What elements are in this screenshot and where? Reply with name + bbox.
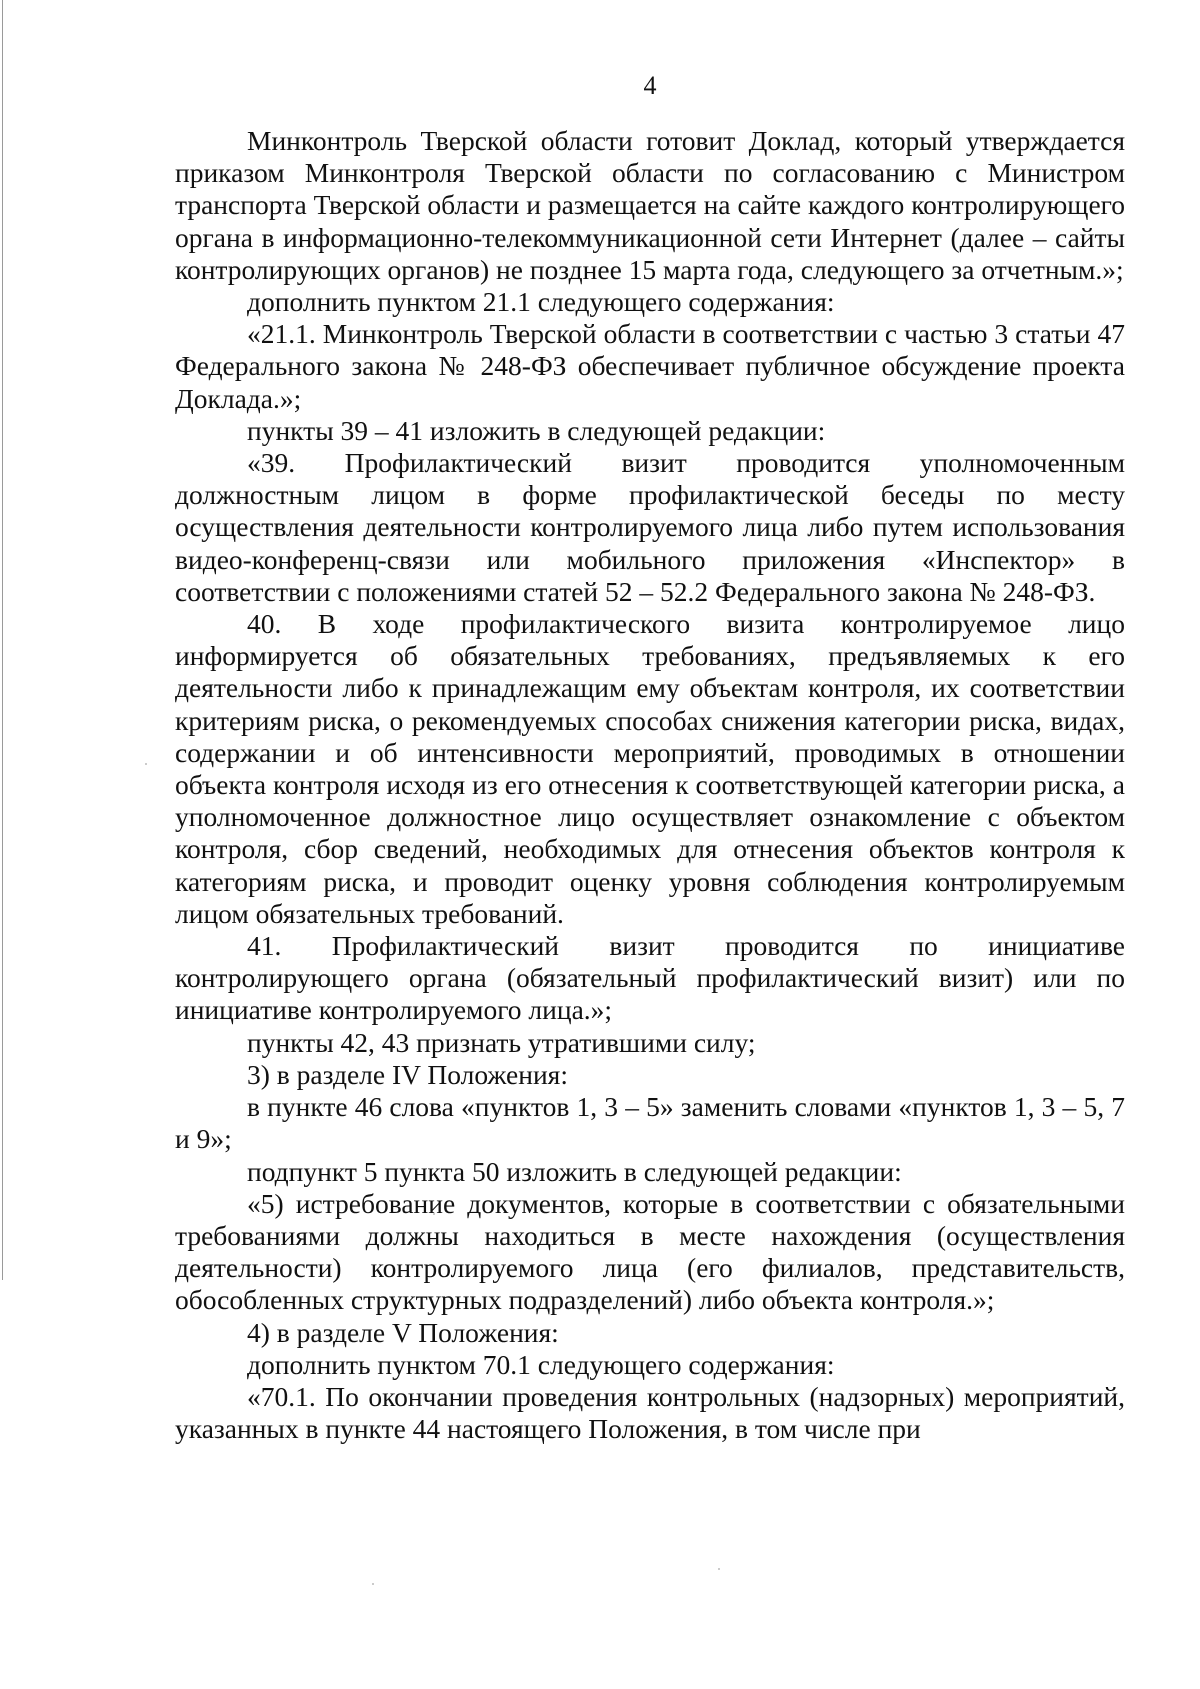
page-number: 4 xyxy=(643,71,657,100)
paragraph: пункты 42, 43 признать утратившими силу; xyxy=(247,1026,756,1058)
paragraph: дополнить пунктом 70.1 следующего содержания: xyxy=(247,1348,835,1380)
paragraph: «70.1. По окончании проведения контрольных (надзорных) мероприятий, указанных в пункте 44 настоящего Положения, в том числе при xyxy=(175,1380,1125,1445)
left-margin-rule xyxy=(2,0,3,1280)
paragraph: 3) в разделе IV Положения: xyxy=(247,1058,568,1090)
paragraph: «21.1. Минконтроль Тверской области в соответствии с частью 3 статьи 47 Федерального закона № 248-ФЗ обеспечивает публичное обсуждение проекта Доклада.»; xyxy=(175,318,1125,414)
paragraph: в пункте 46 слова «пунктов 1, 3 – 5» заменить словами «пунктов 1, 3 – 5, 7 и 9»; xyxy=(175,1091,1125,1155)
scan-speck xyxy=(145,763,147,765)
paragraph: пункты 39 – 41 изложить в следующей редакции: xyxy=(247,414,826,446)
paragraph: Минконтроль Тверской области готовит Доклад, который утверждается приказом Минконтроля Тверской области по согласованию с Министром транспорта Тверской области и размещается на сайте каждого контролирующего органа в информационно-телекоммуникационной сети Интернет (далее – сайты контролирующих органов) не позднее 15 марта года, следующего за отчетным.»; xyxy=(175,125,1125,285)
paragraph: «5) истребование документов, которые в соответствии с обязательными требованиями должны находиться в месте нахождения (осуществления деятельности) контролируемого лица (его филиалов, представительств, обособленных структурных подразделений) либо объекта контроля.»; xyxy=(175,1187,1125,1316)
paragraph: 40. В ходе профилактического визита контролируемое лицо информируется об обязательных требованиях, предъявляемых к его деятельности либо к принадлежащим ему объектам контроля, их соответствии критериям риска, о рекомендуемых способах снижения категории риска, видах, содержании и об интенсивности мероприятий, проводимых в отношении объекта контроля исходя из его отнесения к соответствующей категории риска, а уполномоченное должностное лицо осуществляет ознакомление с объектом контроля, сбор сведений, необходимых для отнесения объектов контроля к категориям риска, и проводит оценку уровня соблюдения контролируемым лицом обязательных требований. xyxy=(175,608,1125,929)
paragraph: подпункт 5 пункта 50 изложить в следующей редакции: xyxy=(247,1155,902,1187)
scan-speck xyxy=(718,1568,720,1570)
document-body xyxy=(175,125,1125,1445)
scan-speck xyxy=(372,1583,374,1585)
paragraph: 4) в разделе V Положения: xyxy=(247,1316,559,1348)
paragraph: дополнить пунктом 21.1 следующего содержания: xyxy=(247,286,835,318)
paragraph: «39. Профилактический визит проводится уполномоченным должностным лицом в форме профилактической беседы по месту осуществления деятельности контролируемого лица либо путем использования видео-конференц-связи или мобильного приложения «Инспектор» в соответствии с положениями статей 52 – 52.2 Федерального закона № 248-ФЗ. xyxy=(175,447,1125,607)
paragraph: 41. Профилактический визит проводится по инициативе контролирующего органа (обязательный профилактический визит) или по инициативе контролируемого лица.»; xyxy=(175,930,1125,1026)
